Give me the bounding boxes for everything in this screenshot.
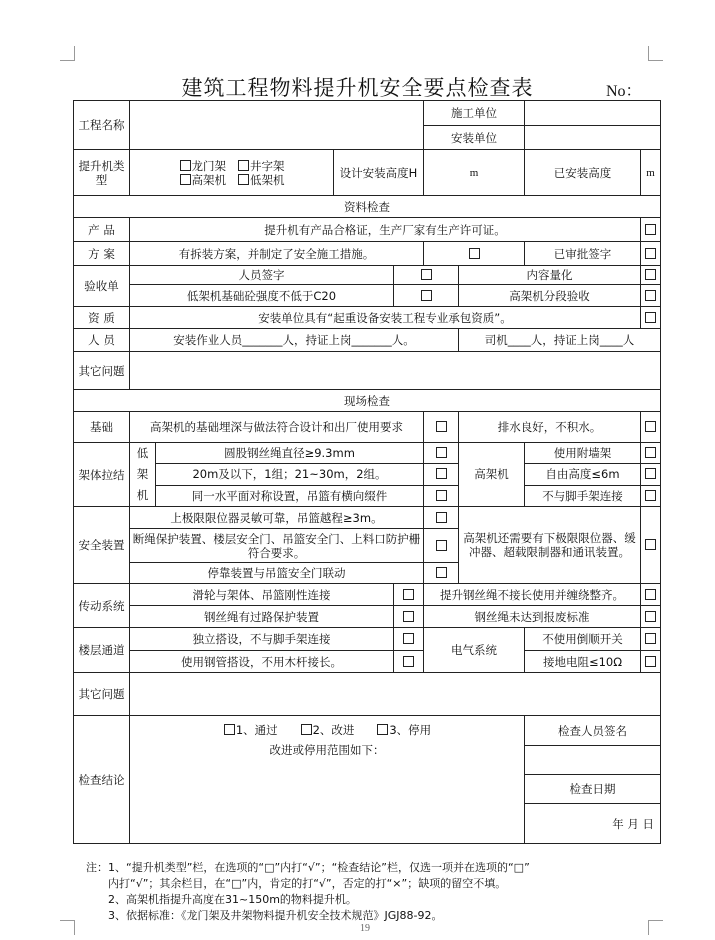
inspector-signature-label: 检查人员签名	[525, 716, 661, 746]
inspection-date-label: 检查日期	[525, 775, 661, 804]
foundation-label: 基础	[74, 412, 130, 443]
high-item-2-checkbox[interactable]	[645, 468, 656, 479]
note-3: 3、依据标准：《龙门架及井架物料提升机安全技术规范》JGJ88-92。	[108, 909, 443, 922]
foundation-checkbox[interactable]	[436, 421, 447, 432]
trans-item-4-checkbox[interactable]	[645, 611, 656, 622]
low-item-2-checkbox-cell[interactable]	[424, 464, 459, 485]
plan-checkbox-cell[interactable]	[424, 242, 525, 266]
install-unit-label: 安装单位	[424, 126, 525, 150]
high-rack-segment-text: 高架机分段验收	[459, 285, 641, 307]
option-gantry-label: 龙门架	[191, 158, 227, 173]
floor-item-2-checkbox[interactable]	[403, 656, 414, 667]
frame-tie-label: 架体拉结	[74, 443, 130, 507]
site-section-header: 现场检查	[74, 390, 661, 412]
low-item-1-text: 圆股钢丝绳直径≥9.3mm	[156, 443, 424, 464]
high-rack-segment-checkbox[interactable]	[645, 290, 656, 301]
safety-item-3-checkbox-cell[interactable]	[424, 563, 459, 584]
safety-item-2-text: 断绳保护装置、楼层安全门、吊篮安全门、上料口防护栅符合要求。	[130, 529, 424, 563]
high-item-1-checkbox-cell[interactable]	[641, 443, 661, 464]
trans-item-2-checkbox-cell[interactable]	[641, 584, 661, 606]
low-item-2-checkbox[interactable]	[436, 468, 447, 479]
crop-mark-tr	[648, 46, 663, 61]
safety-device-label: 安全装置	[74, 507, 130, 584]
safety-item-1-text: 上极限限位器灵敏可靠，吊篮越程≥3m。	[130, 507, 424, 529]
low-item-2-text: 20m及以下，1组；21~30m，2组。	[156, 464, 424, 485]
design-height-unit: m	[469, 167, 479, 179]
safety-item-1-checkbox-cell[interactable]	[424, 507, 459, 529]
checkbox-high-rack[interactable]	[180, 174, 191, 185]
low-rack-concrete-text: 低架机基础砼强度不低于C20	[130, 285, 394, 307]
installed-height-unit: m	[646, 167, 655, 179]
electrical-label: 电气系统	[424, 628, 525, 673]
safety-item-3-text: 停靠装置与吊篮安全门联动	[130, 563, 424, 584]
drainage-text: 排水良好，不积水。	[459, 412, 641, 443]
footnotes	[86, 860, 686, 924]
staff-signature-text: 人员签字	[130, 266, 394, 285]
foundation-text: 高架机的基础埋深与做法符合设计和出厂使用要求	[130, 412, 424, 443]
trans-item-1-checkbox[interactable]	[403, 589, 414, 600]
trans-item-4-checkbox-cell[interactable]	[641, 606, 661, 628]
option-well-frame-label: 井字架	[249, 158, 285, 173]
product-label: 产 品	[74, 218, 130, 242]
trans-item-1-checkbox-cell[interactable]	[394, 584, 424, 606]
design-height-label: 设计安装高度H	[334, 150, 424, 196]
site-other-label: 其它问题	[74, 673, 130, 716]
high-item-3-checkbox[interactable]	[645, 490, 656, 501]
safety-high-checkbox-cell[interactable]	[641, 507, 661, 584]
checkbox-well-frame[interactable]	[238, 160, 249, 171]
product-checkbox-cell[interactable]	[641, 218, 661, 242]
floor-item-1-checkbox-cell[interactable]	[394, 628, 424, 651]
safety-item-2-checkbox[interactable]	[436, 540, 447, 551]
trans-item-3-checkbox-cell[interactable]	[394, 606, 424, 628]
docs-other-label: 其它问题	[74, 352, 130, 390]
inspector-signature-field[interactable]	[525, 746, 661, 775]
page-title: 建筑工程物料提升机安全要点检查表	[181, 76, 534, 100]
qualification-text: 安装单位具有“起重设备安装工程专业承包资质”。	[130, 307, 641, 329]
high-rack-label: 高架机	[459, 443, 525, 507]
foundation-checkbox-cell[interactable]	[424, 412, 459, 443]
transmission-label: 传动系统	[74, 584, 130, 628]
safety-high-text: 高架机还需要有下极限限位器、缓冲器、超载限制器和通讯装置。	[459, 507, 641, 584]
safety-item-2-checkbox-cell[interactable]	[424, 529, 459, 563]
elec-item-2-text: 接地电阻≤10Ω	[525, 651, 641, 673]
elec-item-2-checkbox[interactable]	[645, 656, 656, 667]
driver-text: 司机____人，持证上岗____人	[459, 329, 661, 352]
inspection-form-table	[73, 100, 661, 844]
floor-item-2-checkbox-cell[interactable]	[394, 651, 424, 673]
high-item-3-text: 不与脚手架连接	[525, 485, 641, 506]
conclusion-improve-label: 2、改进	[312, 723, 355, 737]
low-rack-concrete-checkbox[interactable]	[421, 290, 432, 301]
plan-label: 方 案	[74, 242, 130, 266]
trans-item-3-checkbox[interactable]	[403, 611, 414, 622]
staff-signature-checkbox-cell[interactable]	[394, 266, 459, 285]
low-item-3-checkbox-cell[interactable]	[424, 485, 459, 506]
conclusion-pass-label: 1、通过	[235, 723, 278, 737]
conclusion-stop-checkbox[interactable]	[377, 724, 388, 735]
crop-mark-tl	[60, 46, 75, 61]
safety-item-3-checkbox[interactable]	[436, 567, 447, 578]
trans-item-3-text: 钢丝绳有过路保护装置	[130, 606, 394, 628]
floor-passage-label: 楼层通道	[74, 628, 130, 673]
site-other-field[interactable]	[130, 673, 661, 716]
staff-label: 人 员	[74, 329, 130, 352]
note-2: 2、高架机指提升高度在31~150m的物料提升机。	[108, 893, 357, 906]
conclusion-improve-checkbox[interactable]	[301, 724, 312, 735]
project-name-label: 工程名称	[74, 101, 130, 150]
conclusion-pass-checkbox[interactable]	[224, 724, 235, 735]
project-name-field[interactable]	[130, 101, 424, 150]
checkbox-low-rack[interactable]	[238, 174, 249, 185]
floor-item-2-text: 使用钢管搭设，不用木杆接长。	[130, 651, 394, 673]
elec-item-1-text: 不使用倒顺开关	[525, 628, 641, 651]
qualification-checkbox[interactable]	[645, 312, 656, 323]
elec-item-2-checkbox-cell[interactable]	[641, 651, 661, 673]
inspection-date-field[interactable]: 年 月 日	[525, 804, 661, 844]
low-item-1-checkbox[interactable]	[436, 447, 447, 458]
product-checkbox[interactable]	[645, 224, 656, 235]
hoist-type-options	[130, 150, 334, 196]
high-item-1-text: 使用附墙架	[525, 443, 641, 464]
drainage-checkbox[interactable]	[645, 421, 656, 432]
trans-item-2-text: 提升钢丝绳不接长使用并缠绕整齐。	[424, 584, 641, 606]
conclusion-body	[130, 716, 525, 844]
high-item-2-checkbox-cell[interactable]	[641, 464, 661, 485]
content-quantified-checkbox-cell[interactable]	[641, 266, 661, 285]
acceptance-label: 验收单	[74, 266, 130, 307]
hoist-type-label: 提升机类型	[74, 150, 130, 196]
page-number: 19	[360, 923, 370, 934]
installed-height-field[interactable]	[641, 150, 661, 196]
floor-item-1-text: 独立搭设，不与脚手架连接	[130, 628, 394, 651]
install-unit-field[interactable]	[525, 126, 661, 150]
plan-checkbox[interactable]	[469, 248, 480, 259]
note-1b: 内打“√”；其余栏目，在“□”内，肯定的打“√”，否定的打“×”；缺项的留空不填。	[108, 877, 507, 890]
product-text: 提升机有产品合格证，生产厂家有生产许可证。	[130, 218, 641, 242]
conclusion-scope-text: 改进或停用范围如下：	[269, 743, 385, 757]
low-item-3-text: 同一水平面对称设置，吊篮有横向缀件	[156, 485, 424, 506]
plan-approved-text: 已审批签字	[525, 242, 641, 266]
form-number-label: No：	[606, 83, 642, 100]
low-item-1-checkbox-cell[interactable]	[424, 443, 459, 464]
trans-item-1-text: 滑轮与架体、吊篮刚性连接	[130, 584, 394, 606]
high-item-3-checkbox-cell[interactable]	[641, 485, 661, 506]
conclusion-label: 检查结论	[74, 716, 130, 844]
staff-signature-checkbox[interactable]	[421, 269, 432, 280]
checkbox-gantry[interactable]	[180, 160, 191, 171]
installed-height-label: 已安装高度	[525, 150, 641, 196]
docs-other-field[interactable]	[130, 352, 661, 390]
safety-item-1-checkbox[interactable]	[436, 512, 447, 523]
elec-item-1-checkbox-cell[interactable]	[641, 628, 661, 651]
staff-text: 安装作业人员_______人，持证上岗_______人。	[130, 329, 459, 352]
qualification-label: 资 质	[74, 307, 130, 329]
content-quantified-checkbox[interactable]	[645, 269, 656, 280]
plan-approved-checkbox-cell[interactable]	[641, 242, 661, 266]
plan-text: 有拆装方案，并制定了安全施工措施。	[130, 242, 424, 266]
plan-approved-checkbox[interactable]	[645, 248, 656, 259]
content-quantified-text: 内容量化	[459, 266, 641, 285]
trans-item-4-text: 钢丝绳未达到报废标准	[424, 606, 641, 628]
low-rack-concrete-checkbox-cell[interactable]	[394, 285, 459, 307]
construction-unit-field[interactable]	[525, 101, 661, 126]
conclusion-stop-label: 3、停用	[389, 723, 432, 737]
floor-item-1-checkbox[interactable]	[403, 633, 414, 644]
design-height-field[interactable]	[424, 150, 525, 196]
high-rack-segment-checkbox-cell[interactable]	[641, 285, 661, 307]
low-rack-label: 低架机	[130, 443, 156, 507]
high-item-1-checkbox[interactable]	[645, 447, 656, 458]
safety-high-checkbox[interactable]	[645, 539, 656, 550]
option-low-rack-label: 低架机	[249, 172, 285, 187]
note-1a: 注：1、“提升机类型”栏，在选项的“□”内打“√”；“检查结论”栏，仅选一项并在选项的“□”	[86, 861, 530, 874]
option-high-rack-label: 高架机	[191, 172, 227, 187]
low-item-3-checkbox[interactable]	[436, 490, 447, 501]
drainage-checkbox-cell[interactable]	[641, 412, 661, 443]
elec-item-1-checkbox[interactable]	[645, 633, 656, 644]
docs-section-header: 资料检查	[74, 196, 661, 218]
high-item-2-text: 自由高度≤6m	[525, 464, 641, 485]
qualification-checkbox-cell[interactable]	[641, 307, 661, 329]
trans-item-2-checkbox[interactable]	[645, 589, 656, 600]
construction-unit-label: 施工单位	[424, 101, 525, 126]
